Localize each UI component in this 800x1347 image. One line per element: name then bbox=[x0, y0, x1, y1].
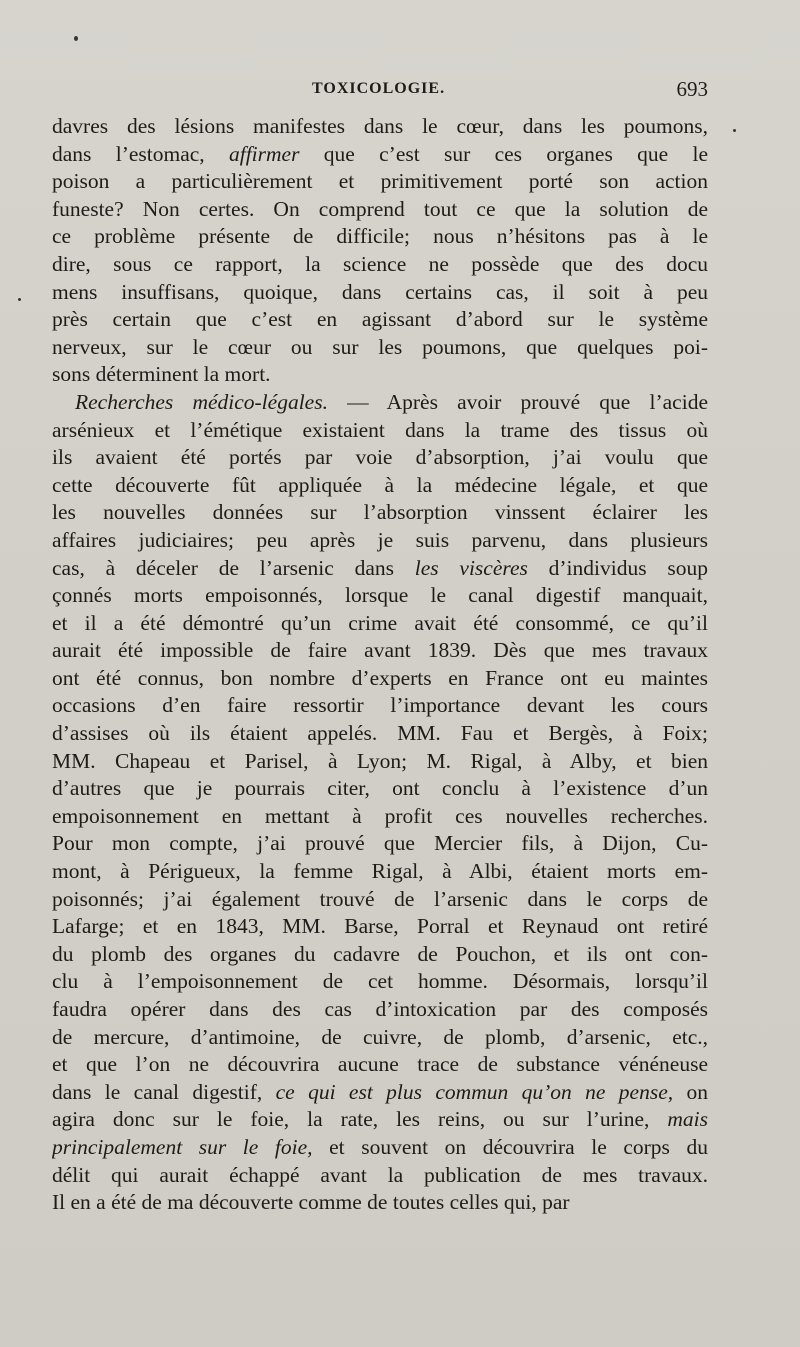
text-line: dans le canal digestif, ce qui est plus commun qu’on ne pense, on bbox=[52, 1079, 708, 1104]
text-line: nerveux, sur le cœur ou sur les poumons, que quelques poi- bbox=[52, 334, 708, 359]
text-line: empoisonnement en mettant à profit ces nouvelles recherches. bbox=[52, 803, 708, 828]
ink-speck bbox=[74, 36, 78, 41]
text-line: d’assises où ils étaient appelés. MM. Fau et Bergès, à Foix; bbox=[52, 721, 708, 746]
text-line: clu à l’empoisonnement de cet homme. Désormais, lorsqu’il bbox=[52, 969, 708, 994]
text-line: dans l’estomac, affirmer que c’est sur ces organes que le bbox=[52, 141, 708, 166]
text-line: funeste? Non certes. On comprend tout ce que la solution de bbox=[52, 196, 708, 221]
text-line: davres des lésions manifestes dans le cœur, dans les poumons, bbox=[52, 114, 708, 138]
italic-text: principalement sur le foie, bbox=[52, 1134, 313, 1159]
text-line: cas, à déceler de l’arsenic dans les viscères d’individus soup bbox=[52, 555, 708, 580]
text-line: délit qui aurait échappé avant la publication de mes travaux. bbox=[52, 1162, 708, 1187]
text-line: mont, à Périgueux, la femme Rigal, à Albi, étaient morts em- bbox=[52, 859, 708, 884]
text-line: agira donc sur le foie, la rate, les reins, ou sur l’urine, mais bbox=[52, 1107, 708, 1132]
text-line: près certain que c’est en agissant d’abord sur le système bbox=[52, 307, 708, 332]
text-line: Recherches médico-légales. — Après avoir prouvé que l’acide bbox=[75, 389, 708, 414]
italic-text: mais bbox=[667, 1107, 708, 1132]
text-line: du plomb des organes du cadavre de Pouchon, et ils ont con- bbox=[52, 941, 708, 966]
page-number: 693 bbox=[676, 77, 708, 101]
text-line: de mercure, d’antimoine, de cuivre, de plomb, d’arsenic, etc., bbox=[52, 1024, 708, 1049]
text-line: faudra opérer dans des cas d’intoxication par des composés bbox=[52, 997, 708, 1021]
running-head: TOXICOLOGIE. bbox=[312, 80, 446, 97]
text-line: MM. Chapeau et Parisel, à Lyon; M. Rigal, à Alby, et bien bbox=[52, 748, 708, 773]
text-line: ce problème présente de difficile; nous n’hésitons pas à le bbox=[52, 224, 708, 249]
text-line: affaires judiciaires; peu après je suis parvenu, dans plusieurs bbox=[52, 527, 708, 552]
text-line: ils avaient été portés par voie d’absorption, j’ai voulu que bbox=[52, 445, 708, 470]
text-line: arsénieux et l’émétique existaient dans la trame des tissus où bbox=[52, 417, 708, 442]
text-line: poisonnés; j’ai également trouvé de l’arsenic dans le corps de bbox=[52, 886, 708, 911]
ink-speck bbox=[18, 298, 21, 301]
page-header bbox=[52, 77, 708, 110]
text-line: d’autres que je pourrais citer, ont conclu à l’existence d’un bbox=[52, 776, 708, 801]
text-line: sons déterminent la mort. bbox=[52, 362, 271, 387]
italic-text: Recherches médico-légales. bbox=[75, 389, 328, 414]
text-line: poison a particulièrement et primitivement porté son action bbox=[52, 169, 708, 194]
text-line: cette découverte fût appliquée à la médecine légale, et que bbox=[52, 472, 708, 497]
text-line: çonnés morts empoisonnés, lorsque le canal digestif manquait, bbox=[52, 583, 708, 608]
text-line: les nouvelles données sur l’absorption vinssent éclairer les bbox=[52, 500, 708, 525]
italic-text: ce qui est plus commun qu’on ne pense, bbox=[275, 1079, 674, 1104]
text-line: aurait été impossible de faire avant 1839. Dès que mes travaux bbox=[52, 638, 708, 663]
ink-speck bbox=[733, 129, 736, 132]
body-text bbox=[52, 113, 708, 1217]
text-line: et il a été démontré qu’un crime avait été consommé, ce qu’il bbox=[52, 610, 708, 635]
text-line: dire, sous ce rapport, la science ne possède que des docu bbox=[52, 251, 708, 276]
text-line: occasions d’en faire ressortir l’importance devant les cours bbox=[52, 693, 708, 718]
text-line: Lafarge; et en 1843, MM. Barse, Porral et Reynaud ont retiré bbox=[52, 914, 708, 939]
text-line: Pour mon compte, j’ai prouvé que Mercier fils, à Dijon, Cu- bbox=[52, 831, 708, 856]
text-line: mens insuffisans, quoique, dans certains cas, il soit à peu bbox=[52, 279, 708, 304]
text-line: principalement sur le foie, et souvent on découvrira le corps du bbox=[52, 1134, 708, 1159]
italic-text: affirmer bbox=[228, 141, 300, 166]
text-line: Il en a été de ma découverte comme de toutes celles qui, par bbox=[52, 1190, 570, 1215]
text-line: et que l’on ne découvrira aucune trace de substance vénéneuse bbox=[52, 1052, 708, 1077]
text-line: ont été connus, bon nombre d’experts en France ont eu maintes bbox=[52, 665, 708, 690]
italic-text: les viscères bbox=[414, 555, 528, 580]
